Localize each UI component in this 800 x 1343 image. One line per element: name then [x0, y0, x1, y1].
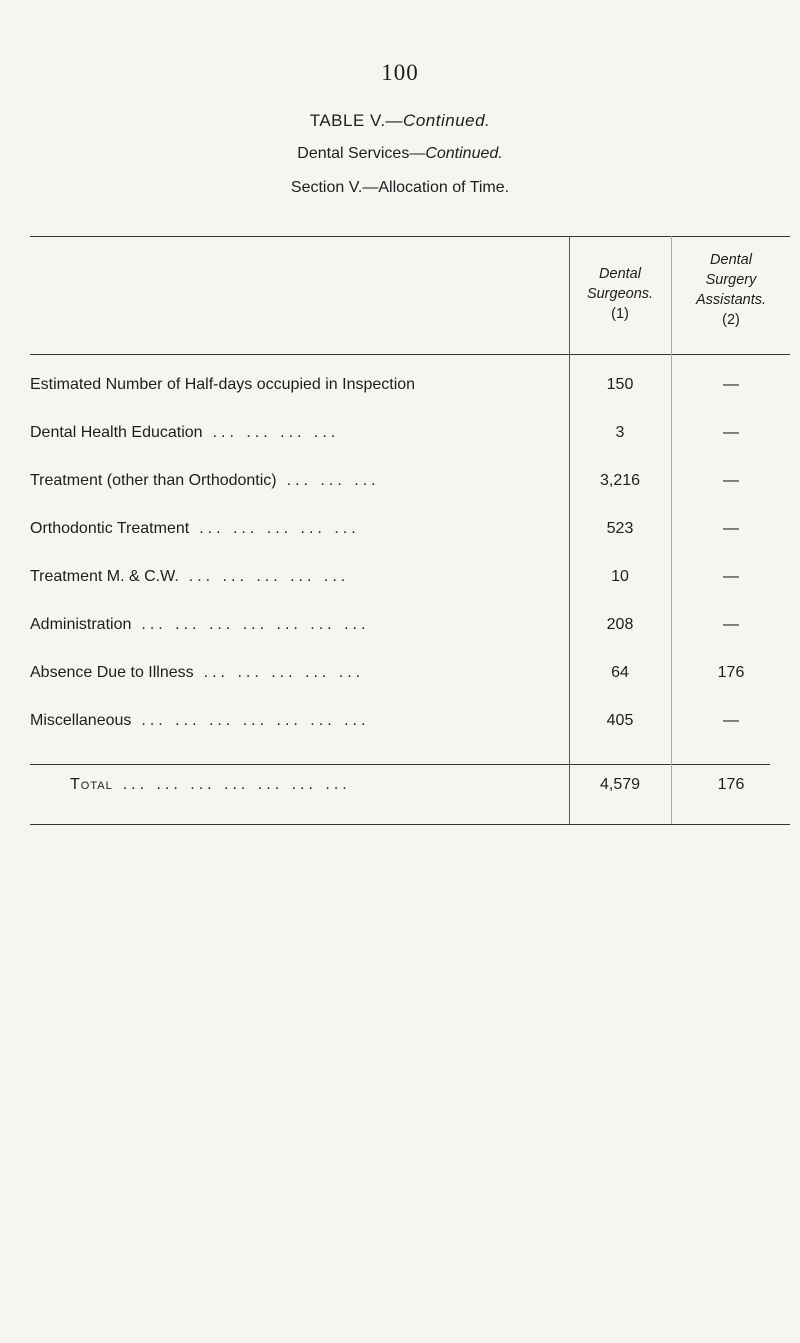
- total-row: [30, 776, 790, 806]
- total-surgeons: 4,579: [599, 776, 641, 793]
- row-label: [30, 616, 565, 634]
- column-header-line: Dental: [710, 252, 752, 268]
- table-row: [30, 376, 790, 406]
- cell-surgeons: 208: [606, 616, 634, 633]
- row-label-text: Estimated Number of Half-days occupied in Inspection: [30, 376, 416, 393]
- dot-leader: ... ... ...: [286, 472, 380, 489]
- cell-assistants: —: [723, 424, 739, 441]
- dot-leader: ... ... ... ... ...: [203, 664, 365, 681]
- section-heading: Section V.—Allocation of Time.: [290, 179, 510, 196]
- row-label-text: Treatment M. & C.W.: [30, 568, 179, 585]
- row-label-text: Administration: [30, 616, 132, 633]
- table-bottom-rule: [30, 824, 790, 825]
- row-label: [30, 520, 565, 538]
- row-label: [30, 712, 565, 730]
- row-label-text: Dental Health Education: [30, 424, 203, 441]
- dot-leader: ... ... ... ... ... ... ...: [122, 776, 351, 793]
- column-header-assistants: [671, 250, 791, 330]
- total-rule: [30, 764, 770, 765]
- column-header-line: Surgery: [705, 272, 757, 288]
- row-label: [30, 664, 565, 682]
- total-assistants: 176: [717, 776, 745, 793]
- dot-leader: ... ... ... ... ...: [199, 520, 360, 537]
- cell-surgeons: 3,216: [599, 472, 641, 489]
- cell-assistants: 176: [717, 664, 745, 681]
- column-header-line: Dental: [599, 266, 641, 282]
- column-number: (1): [611, 306, 629, 322]
- cell-assistants: —: [723, 616, 739, 633]
- table-row: [30, 664, 790, 694]
- dot-leader: ... ... ... ... ... ... ...: [141, 712, 370, 729]
- cell-assistants: —: [723, 520, 739, 537]
- table-row: [30, 568, 790, 598]
- table-subtitle-continued: —Continued.: [409, 145, 503, 162]
- row-label: [30, 568, 565, 586]
- table-subtitle-main: Dental Services: [297, 145, 410, 162]
- total-label: [70, 776, 605, 794]
- cell-surgeons: 523: [606, 520, 634, 537]
- table-row: [30, 520, 790, 550]
- dot-leader: ... ... ... ... ...: [188, 568, 350, 585]
- row-label-text: Orthodontic Treatment: [30, 520, 190, 537]
- cell-assistants: —: [723, 472, 739, 489]
- row-label: [30, 472, 565, 490]
- cell-surgeons: 405: [606, 712, 634, 729]
- cell-surgeons: 150: [606, 376, 634, 393]
- row-label-text: Absence Due to Illness: [30, 664, 194, 681]
- table-title-main: TABLE V.: [309, 111, 386, 130]
- cell-assistants: —: [723, 712, 739, 729]
- cell-surgeons: 3: [615, 424, 625, 441]
- header-rule: [30, 354, 790, 355]
- row-label: [30, 376, 565, 394]
- table-row: [30, 616, 790, 646]
- row-label: [30, 424, 565, 442]
- table-row: [30, 472, 790, 502]
- column-header-surgeons: [569, 264, 671, 324]
- dot-leader: ... ... ... ...: [212, 424, 340, 441]
- cell-surgeons: 64: [611, 664, 629, 681]
- cell-surgeons: 10: [611, 568, 629, 585]
- row-label-text: Treatment (other than Orthodontic): [30, 472, 277, 489]
- cell-assistants: —: [723, 376, 739, 393]
- column-header-line: Assistants.: [695, 292, 767, 308]
- column-number: (2): [722, 312, 740, 328]
- table-subtitle: [0, 145, 800, 163]
- table-top-rule: [30, 236, 790, 237]
- table-title-continued: —Continued.: [385, 111, 491, 130]
- table-row: [30, 424, 790, 454]
- column-header-line: Surgeons.: [586, 286, 654, 302]
- page-number: 100: [381, 60, 419, 85]
- row-label-text: Miscellaneous: [30, 712, 132, 729]
- cell-assistants: —: [723, 568, 739, 585]
- table-row: [30, 712, 790, 742]
- table-title: [0, 111, 800, 131]
- dot-leader: [415, 376, 425, 393]
- dot-leader: ... ... ... ... ... ... ...: [141, 616, 370, 633]
- total-label-text: Total: [70, 776, 113, 793]
